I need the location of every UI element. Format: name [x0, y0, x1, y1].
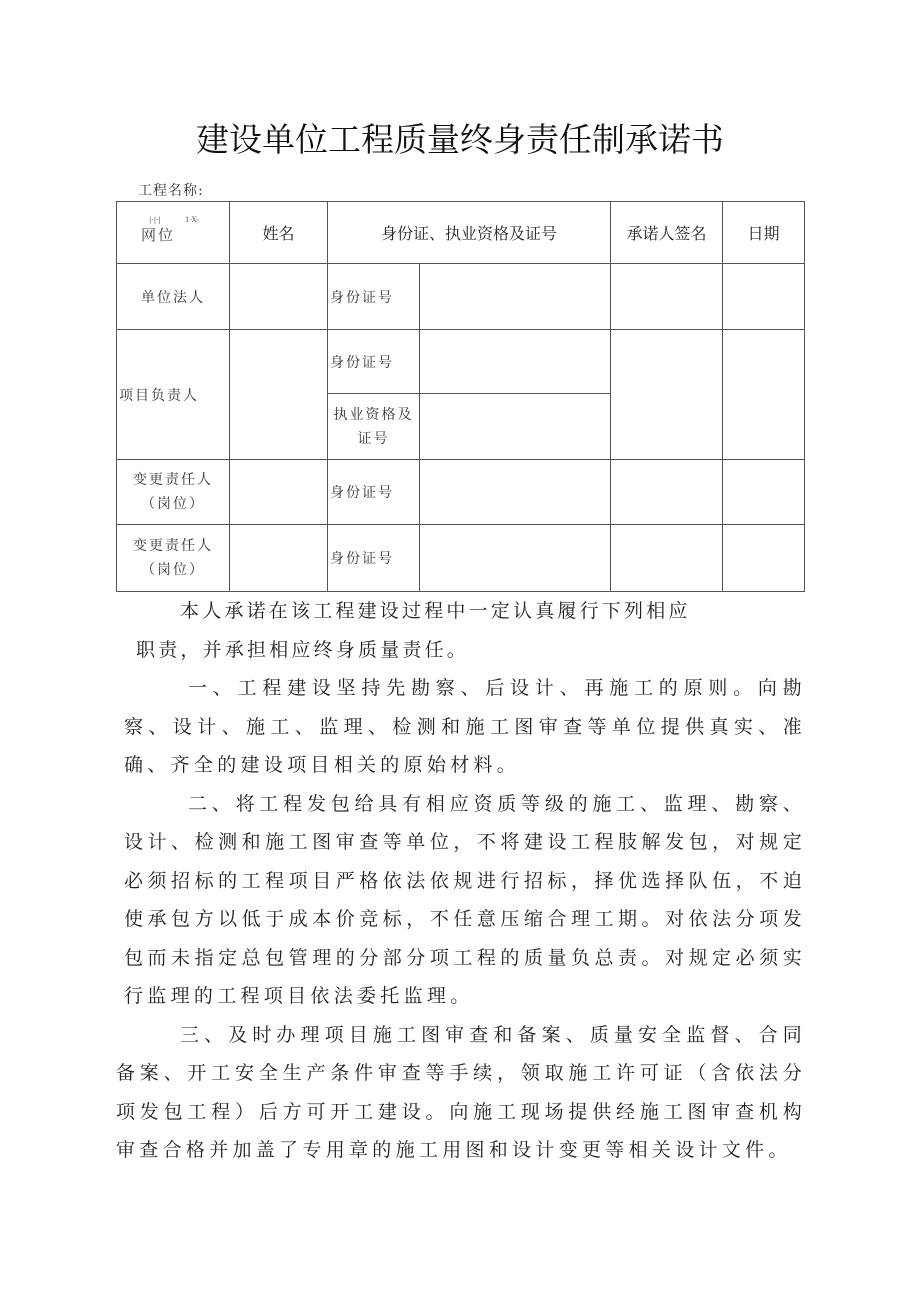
header-name: 姓名 [230, 202, 328, 264]
header-id-qualification: 身份证、执业资格及证号 [328, 202, 611, 264]
id-field[interactable] [420, 264, 611, 330]
role-cell: 项目负责人 [117, 330, 230, 460]
header-artifact-top: |-|-| [149, 216, 161, 224]
document-title: 建设单位工程质量终身责任制承诺书 [196, 120, 724, 159]
id-label: 身份证号 [328, 525, 420, 592]
id-field[interactable] [420, 525, 611, 592]
qualification-field[interactable] [420, 394, 611, 460]
name-field[interactable] [230, 525, 328, 592]
table-row [117, 330, 805, 394]
header-position-label: 网位 [140, 226, 175, 244]
header-signature: 承诺人签名 [611, 202, 723, 264]
clause-3: 三、及时办理项目施工图审查和备案、质量安全监督、合同备案、开工安全生产条件审查等手续，领取施工许可证（含依法分项发包工程）后方可开工建设。向施工现场提供经施工图审查机构审查合格并加盖了专用章的施工用图和设计变更等相关设计文件。 [116, 1023, 806, 1161]
role-cell: 变更责任人 （岗位） [117, 525, 230, 592]
header-position [117, 202, 230, 264]
signature-field[interactable] [611, 460, 723, 525]
project-name-label: 工程名称: [138, 183, 204, 199]
table-row [117, 264, 805, 330]
name-field[interactable] [230, 460, 328, 525]
name-field[interactable] [230, 264, 328, 330]
id-field[interactable] [420, 460, 611, 525]
id-label: 身份证号 [328, 330, 420, 394]
id-field[interactable] [420, 330, 611, 394]
id-label: 身份证号 [328, 264, 420, 330]
signature-field[interactable] [611, 264, 723, 330]
date-field[interactable] [723, 264, 805, 330]
qualification-label: 执业资格及证号 [328, 394, 420, 460]
name-field[interactable] [230, 330, 328, 460]
table-row [117, 460, 805, 525]
header-date: 日期 [723, 202, 805, 264]
clause-1: 一、工程建设坚持先勘察、后设计、再施工的原则。向勘察、设计、施工、监理、检测和施工图审查等单位提供真实、准确、齐全的建设项目相关的原始材料。 [124, 677, 806, 776]
date-field[interactable] [723, 330, 805, 460]
table-row [117, 525, 805, 592]
signature-field[interactable] [611, 525, 723, 592]
signature-field[interactable] [611, 330, 723, 460]
date-field[interactable] [723, 525, 805, 592]
role-cell: 变更责任人 （岗位） [117, 460, 230, 525]
clause-2: 二、将工程发包给具有相应资质等级的施工、监理、勘察、设计、检测和施工图审查等单位，不将建设工程肢解发包，对规定必须招标的工程项目严格依法依规进行招标，择优选择队伍，不迫使承包方以低于成本价竞标，不任意压缩合理工期。对依法分项发包而未指定总包管理的分部分项工程的质量负总责。对规定必须实行监理的工程项目依法委托监理。 [124, 792, 806, 1007]
commitment-body [116, 592, 806, 1170]
table-header-row [117, 202, 805, 264]
date-field[interactable] [723, 460, 805, 525]
role-cell: 单位法人 [117, 264, 230, 330]
intro-line-1: 本人承诺在该工程建设过程中一定认真履行下列相应 [180, 600, 691, 622]
intro-line-2: 职责，并承担相应终身质量责任。 [136, 638, 470, 661]
id-label: 身份证号 [328, 460, 420, 525]
commitment-table [116, 201, 805, 592]
header-artifact-right: 1-X- [185, 216, 199, 224]
